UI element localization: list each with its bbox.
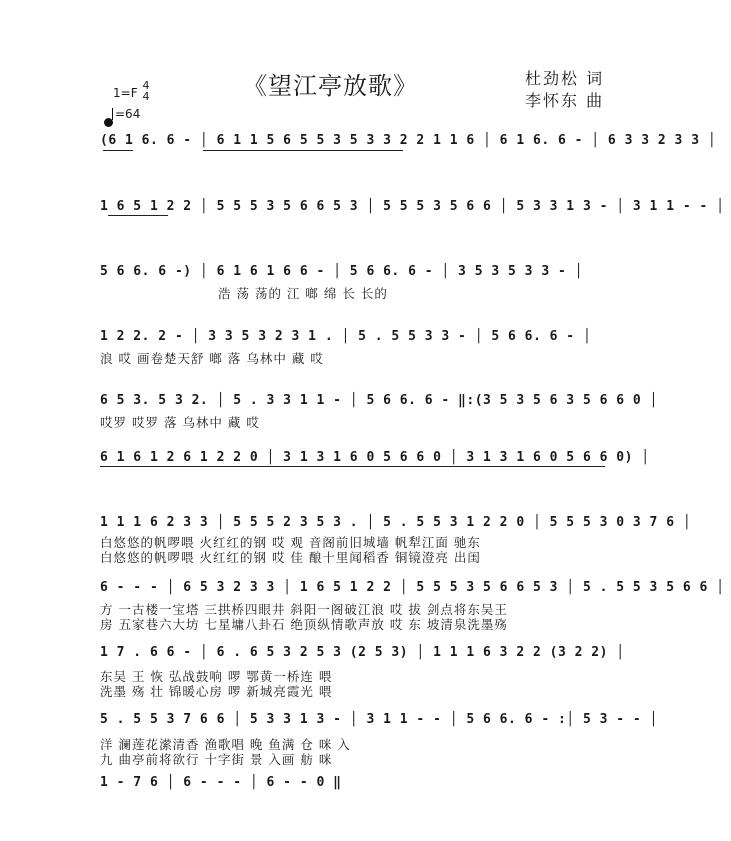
quarter-note-icon	[104, 118, 113, 127]
melody-line-7: 1 1 1 6 2 3 3 │ 5 5 5 2 3 5 3 . │ 5 . 5 5 3 1 2 2 0 │ 5 5 5 3 0 3 7 6 │	[100, 515, 692, 530]
melody-line-5: 6 5 3. 5 3 2. │ 5 . 3 3 1 1 - │ 5 6 6. 6 - ‖:(3 5 3 5 6 3 5 6 6 0 │	[100, 393, 658, 408]
lyric-line-7a: 白悠悠的帆啰喂 火红红的钢 哎 观 音阁前旧城墙 帆犁江面 驰东	[100, 535, 481, 550]
quarter-note-stem-icon	[112, 108, 113, 120]
melody-line-10: 5 . 5 5 3 7 6 6 │ 5 3 3 1 3 - │ 3 1 1 - - │ 5 6 6. 6 - :│ 5 3 - - │	[100, 712, 658, 727]
lyric-line-10a: 洋 澜莲花潆清香 渔歌唱 晚 鱼满 仓 咪 入	[100, 737, 351, 752]
melody-line-11: 1 - 7 6 │ 6 - - - │ 6 - - 0 ‖	[100, 775, 342, 790]
melody-line-9: 1 7 . 6 6 - │ 6 . 6 5 3 2 5 3 (2 5 3) │ 1 1 1 6 3 2 2 (3 2 2) │	[100, 645, 625, 660]
melody-line-6: 6 1 6 1 2 6 1 2 2 0 │ 3 1 3 1 6 0 5 6 6 0 │ 3 1 3 1 6 0 5 6 6 0) │	[100, 450, 650, 465]
beam-line	[100, 466, 605, 467]
melody-line-2: 1 6 5 1 2 2 │ 5 5 5 3 5 6 6 5 3 │ 5 5 5 3 5 6 6 │ 5 3 3 1 3 - │ 3 1 1 - - │	[100, 199, 725, 214]
lyric-line-9b: 洗墨 殇 壮 锦暖心房 啰 新城亮霞光 喂	[100, 684, 333, 699]
beam-line	[203, 150, 403, 151]
tempo-marking: =64	[115, 107, 141, 121]
composer-credit: 李怀东 曲	[525, 91, 605, 110]
melody-line-3: 5 6 6. 6 -) │ 6 1 6 1 6 6 - │ 5 6 6. 6 - │ 3 5 3 5 3 3 - │	[100, 264, 583, 279]
lyric-line-8b: 房 五家巷六大坊 七星墉八卦石 绝顶纵情歌声放 哎 东 坡清泉洗墨殇	[100, 617, 508, 632]
lyric-line-8a: 方 一古楼一宝塔 三拱桥四眼井 斜阳一阁破江浪 哎 拔 剑点将东吴王	[100, 602, 508, 617]
melody-line-4: 1 2 2. 2 - │ 3 3 5 3 2 3 1 . │ 5 . 5 5 3 3 - │ 5 6 6. 6 - │	[100, 329, 592, 344]
beam-line	[103, 150, 133, 151]
lyric-line-5: 哎罗 哎罗 落 乌林中 藏 哎	[100, 415, 260, 430]
time-signature	[141, 80, 151, 102]
song-title: 《望江亭放歌》	[243, 72, 418, 100]
lyric-line-10b: 九 曲亭前将欲行 十字街 景 入画 舫 咪	[100, 752, 333, 767]
lyric-line-3: 浩 荡 荡的 江 啷 绵 长 长的	[218, 286, 388, 301]
time-signature-bottom: 4	[142, 90, 150, 103]
lyricist-credit: 杜劲松 词	[525, 69, 605, 88]
melody-line-1: (6 1 6. 6 - │ 6 1 1 5 6 5 5 3 5 3 3 2 2 1 1 6 │ 6 1 6. 6 - │ 6 3 3 2 3 3 │	[100, 133, 717, 148]
lyric-line-9a: 东吴 王 恢 弘战鼓响 啰 鄂黄一桥连 喂	[100, 669, 333, 684]
lyric-line-7b: 白悠悠的帆啰喂 火红红的钢 哎 佳 酿十里闻稻香 铜镜澄亮 出闺	[100, 550, 481, 565]
beam-line	[108, 215, 168, 216]
melody-line-8: 6 - - - │ 6 5 3 2 3 3 │ 1 6 5 1 2 2 │ 5 5 5 3 5 6 6 5 3 │ 5 . 5 5 3 5 6 6 │	[100, 580, 725, 595]
key-signature: 1=F	[113, 86, 138, 100]
time-signature-top: 4	[142, 79, 150, 92]
lyric-line-4: 浪 哎 画卷楚天舒 啷 落 乌林中 藏 哎	[100, 351, 324, 366]
